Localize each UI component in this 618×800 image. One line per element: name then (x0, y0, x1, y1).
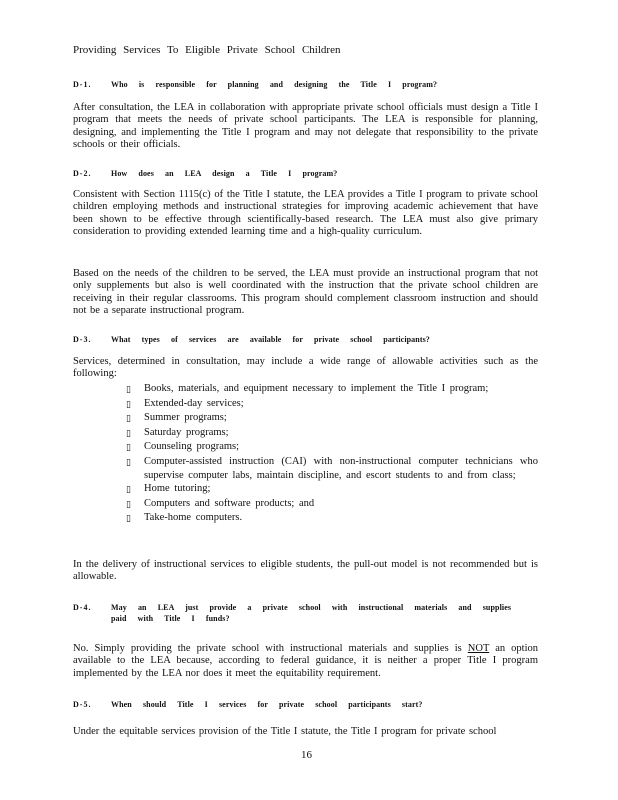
list-item-text: Summer programs; (144, 412, 227, 424)
list-item-text: Saturday programs; (144, 426, 229, 438)
answer-d4 (73, 643, 538, 680)
bullet-icon: ▯ (126, 442, 131, 453)
question-text: How does an LEA design a Title I program? (111, 169, 338, 178)
page-header: Providing Services To Eligible Private School Children (73, 44, 341, 56)
question-d3 (73, 335, 430, 344)
list-item (126, 411, 538, 426)
question-number: D-2. (73, 169, 92, 178)
answer-d2-para1: Consistent with Section 1115(c) of the Title I statute, the LEA provides a Title I program to private school children employing methods and instructional strategies for improving academic achievement that have been shown to be effective through scientifically-based research. The LEA must also give primary consideration to providing extended learning time and a high-quality curriculum. (73, 189, 538, 237)
list-item-text: Take-home computers. (144, 512, 243, 524)
bullet-icon: ▯ (126, 498, 131, 509)
list-item (126, 440, 538, 455)
question-text: Who is responsible for planning and designing the Title I program? (111, 80, 438, 89)
bullet-icon: ▯ (126, 513, 131, 524)
question-d5 (73, 700, 422, 709)
services-list (126, 382, 538, 526)
answer-d1: After consultation, the LEA in collaboration with appropriate private school officials must design a Title I program that meets the needs of private school participants. The LEA is responsible for planning, designing, and implementing the Title I program and may not delegate that responsibility to the private schools or their officials. (73, 102, 538, 150)
question-number: D-1. (73, 80, 92, 89)
question-text-continued: paid with Title I funds? (111, 614, 230, 623)
list-item (126, 482, 538, 497)
question-text: May an LEA just provide a private school with instructional materials and supplies (111, 603, 512, 612)
list-item (126, 397, 538, 412)
question-text: What types of services are available for private school participants? (111, 335, 430, 344)
answer-d5: Under the equitable services provision of the Title I statute, the Title I program for private school (73, 726, 497, 737)
bullet-icon: ▯ (126, 398, 131, 409)
answer-d3-intro: Services, determined in consultation, may include a wide range of allowable activities such as the following: (73, 356, 538, 380)
answer-emphasis: NOT (467, 643, 490, 654)
question-text: When should Title I services for private school participants start? (111, 700, 423, 709)
answer-text: No. Simply providing the private school with instructional materials and supplies is (73, 643, 468, 654)
list-item-text: Home tutoring; (144, 483, 211, 495)
answer-text: an option available to the LEA because, according to federal guidance, it is neither a proper Title I program implemented by the LEA nor does it meet the equitability requirement. (73, 643, 539, 679)
list-item-text: Counseling programs; (144, 441, 240, 453)
list-item-text: Extended-day services; (144, 397, 244, 409)
question-number: D-3. (73, 335, 92, 344)
list-item-text: Computer-assisted instruction (CAI) with non-instructional computer technicians who supervise computer labs, maintain discipline, and escort students to and from class; (144, 455, 538, 481)
question-d1 (73, 80, 437, 89)
list-item-text: Books, materials, and equipment necessary to implement the Title I program; (144, 383, 489, 394)
bullet-icon: ▯ (126, 456, 131, 467)
question-d4 (73, 603, 511, 623)
list-item (126, 426, 538, 441)
list-item (126, 511, 538, 526)
answer-d2-para2: Based on the needs of the children to be served, the LEA must provide an instructional program that not only supplements but also is well coordinated with the instruction that the private school children are receiving in their regular classrooms. This program should complement classroom instruction and should not be a separate instructional program. (73, 268, 538, 316)
answer-d3-closing: In the delivery of instructional services to eligible students, the pull-out model is not recommended but is allowable. (73, 559, 538, 583)
question-d2 (73, 169, 337, 178)
bullet-icon: ▯ (126, 427, 131, 438)
bullet-icon: ▯ (126, 413, 131, 424)
bullet-icon: ▯ (126, 484, 131, 495)
question-number: D-5. (73, 700, 92, 709)
list-item (126, 382, 538, 397)
list-item (126, 497, 538, 512)
bullet-icon: ▯ (126, 384, 131, 394)
list-item (126, 455, 538, 482)
page-number: 16 (301, 749, 312, 761)
list-item-text: Computers and software products; and (144, 497, 315, 509)
question-number: D-4. (73, 603, 92, 612)
